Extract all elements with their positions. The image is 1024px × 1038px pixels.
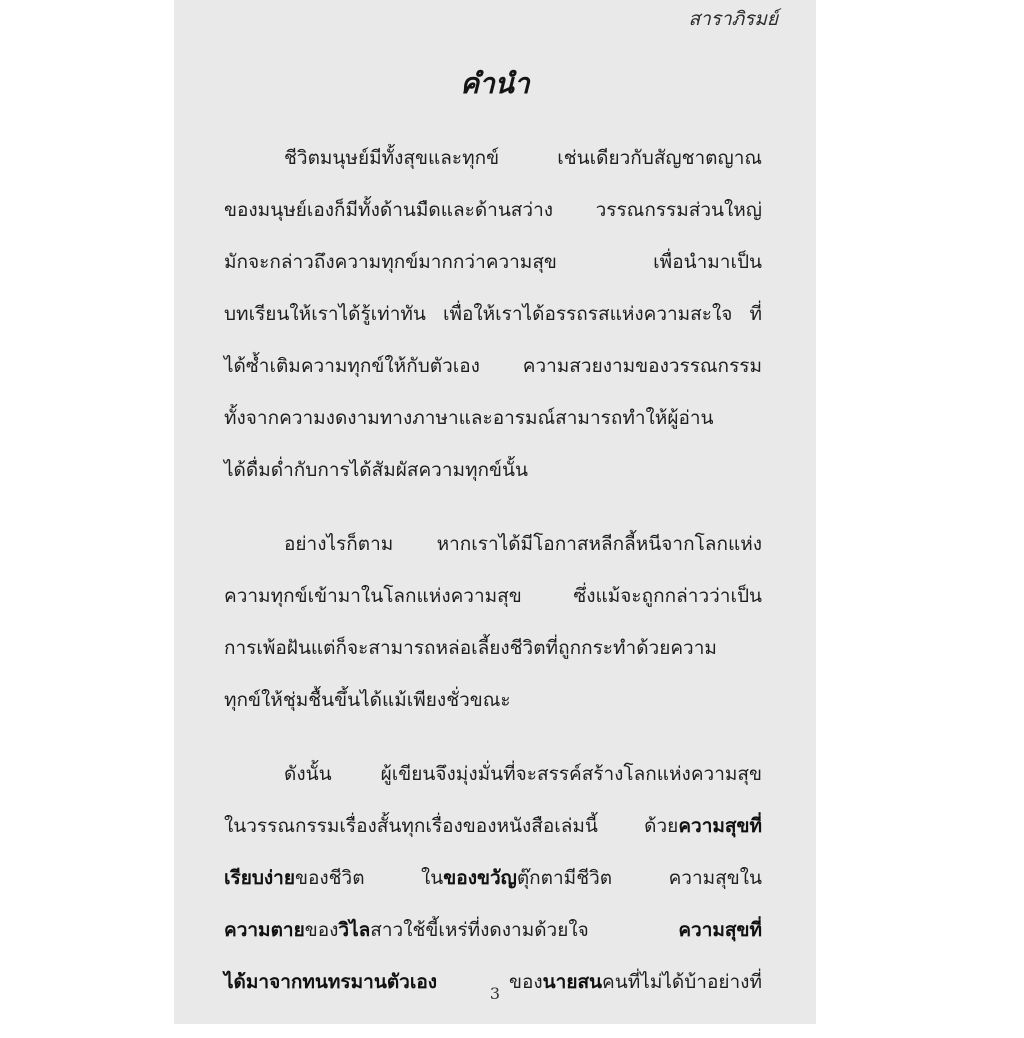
text-line: ชีวิตมนุษย์มีทั้งสุขและทุกข์ เช่นเดียวกับสัญชาตญาณ [284,147,762,169]
text-line: ความทุกข์เข้ามาในโลกแห่งความสุข ซึ่งแม้จะถูกกล่าวว่าเป็น [224,585,762,607]
bold-phrase: ความสุขที่ [678,815,762,837]
text-line: ได้ซ้ำเติมความทุกข์ให้กับตัวเอง ความสวยงามของวรรณกรรม [224,355,762,377]
text-line: ของมนุษย์เองก็มีทั้งด้านมืดและด้านสว่าง วรรณกรรมส่วนใหญ่ [224,199,762,221]
bold-phrase: เรียบง่าย [224,867,295,889]
page-number: 3 [489,984,501,1003]
text-run: ตุ๊กตามีชีวิต ความสุขใน [516,867,762,889]
text-run: ของ [304,919,339,941]
bold-phrase: ของขวัญ [443,867,517,889]
text-line: ดังนั้น ผู้เขียนจึงมุ่งมั่นที่จะสรรค์สร้างโลกแห่งความสุข [284,763,762,785]
text-line [224,860,762,912]
book-page [174,0,816,1024]
page-title: คำนำ [460,67,530,100]
text-line: ได้ดื่มด่ำกับการได้สัมผัสความทุกข์นั้น [224,459,529,481]
text-run: ของชีวิต ใน [294,867,444,889]
text-line: ทั้งจากความงดงามทางภาษาและอารมณ์สามารถทำให้ผู้อ่าน [224,407,714,429]
bold-phrase: ความสุขที่ [678,919,762,941]
text-line: ทุกข์ให้ชุ่มชื้นขึ้นได้แม้เพียงชั่วขณะ [224,689,511,711]
bold-phrase: นายสน [542,971,603,993]
running-header: สาราภิรมย์ [688,8,778,30]
paragraph-3 [224,756,762,1016]
text-line: การเพ้อฝันแต่ก็จะสามารถหล่อเลี้ยงชีวิตที่ถูกกระทำด้วยความ [224,637,717,659]
text-run: ในวรรณกรรมเรื่องสั้นทุกเรื่องของหนังสือเล่มนี้ ด้วย [224,815,679,837]
text-line: มักจะกล่าวถึงความทุกข์มากกว่าความสุข เพื่อนำมาเป็น [224,251,762,273]
bold-phrase: ได้มาจากทนทรมานตัวเอง [224,971,438,993]
text-run: ของ [508,971,543,993]
text-line: บทเรียนให้เราได้รู้เท่าทัน เพื่อให้เราได้อรรถรสแห่งความสะใจ ที่ [224,303,762,325]
paragraph-1 [224,140,762,504]
text-line [224,912,762,964]
text-line: อย่างไรก็ตาม หากเราได้มีโอกาสหลีกลี้หนีจากโลกแห่ง [284,533,762,555]
paragraph-2 [224,526,762,734]
text-line [224,808,762,860]
text-run: คนที่ไม่ได้บ้าอย่างที่ [602,971,762,993]
body-text [224,140,762,1038]
bold-phrase: วิไล [338,919,371,941]
text-run: สาวใช้ขี้เหร่ที่งดงามด้วยใจ [370,919,589,941]
bold-phrase: ความตาย [224,919,305,941]
